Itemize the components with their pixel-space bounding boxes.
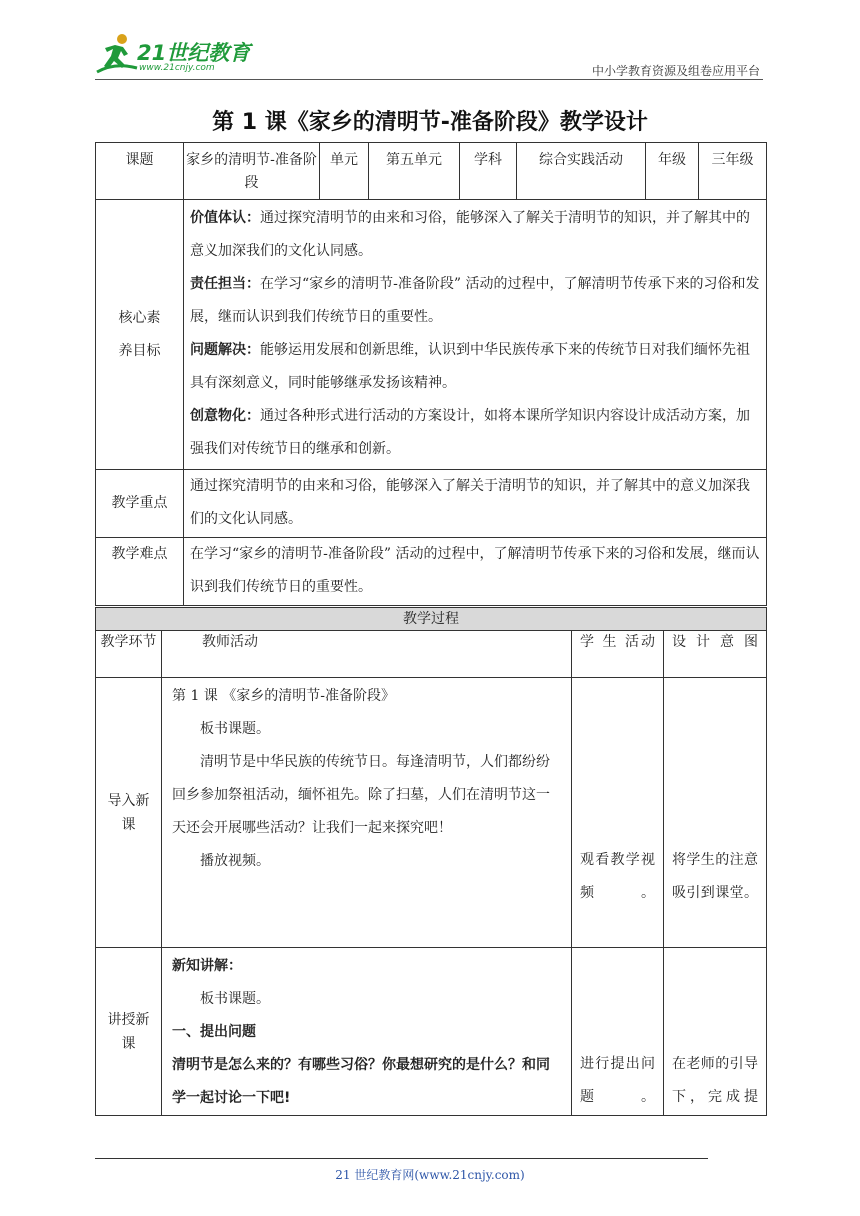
- unit-value: 第五单元: [369, 143, 460, 200]
- logo-url: www.21cnjy.com: [139, 63, 215, 73]
- page-header: [95, 30, 760, 80]
- col-intent: 设 计 意 图: [664, 631, 767, 678]
- label-difficulty: 教学难点: [96, 538, 184, 606]
- label-key-point: 教学重点: [96, 470, 184, 538]
- goal-creativity: 创意物化：通过各种形式进行活动的方案设计，如将本课所学知识内容设计成活动方案，加强我们对传统节日的继承和创新。: [190, 408, 750, 457]
- design-intent-new: 在老师的引导下，完成提: [664, 948, 767, 1116]
- grade-value: 三年级: [699, 143, 767, 200]
- footer-divider: [95, 1158, 708, 1159]
- logo: [95, 32, 265, 78]
- footer-text: 21 世纪教育网(www.21cnjy.com): [335, 1168, 525, 1182]
- section-heading: 新知讲解：: [172, 958, 242, 974]
- teaching-process-table: [95, 607, 767, 1116]
- goal-problem-solving: 问题解决：能够运用发展和创新思维，认识到中华民族传承下来的传统节日对我们缅怀先祖具有深刻意义，同时能够继承发扬该精神。: [190, 342, 750, 391]
- teacher-step: 清明节是怎么来的？有哪些习俗？你最想研究的是什么？和同学一起讨论一下吧!: [172, 1057, 550, 1106]
- col-stage: 教学环节: [96, 631, 162, 678]
- stage-new-lesson: 讲授新课: [96, 948, 162, 1116]
- teacher-step: 板书课题。: [200, 991, 270, 1007]
- goal-responsibility: 责任担当：在学习“家乡的清明节-准备阶段” 活动的过程中，了解清明节传承下来的习俗和发展，继而认识到我们传统节日的重要性。: [190, 276, 760, 325]
- lesson-heading: 第 1 课 《家乡的清明节-准备阶段》: [172, 688, 395, 704]
- label-topic: 课题: [96, 143, 184, 200]
- topic-value: 家乡的清明节-准备阶段: [184, 143, 320, 200]
- label-grade: 年级: [646, 143, 699, 200]
- label-unit: 单元: [320, 143, 369, 200]
- label-core-goals: 核心素养目标: [96, 200, 184, 470]
- design-intent-intro: 将学生的注意吸引到课堂。: [664, 678, 767, 948]
- difficulty: 在学习“家乡的清明节-准备阶段” 活动的过程中，了解清明节传承下来的习俗和发展，继而认识到我们传统节日的重要性。: [184, 538, 767, 606]
- col-teacher: 教师活动: [162, 631, 572, 678]
- header-divider: [95, 79, 763, 80]
- teacher-step: 清明节是中华民族的传统节日。每逢清明节，人们都纷纷回乡参加祭祖活动，缅怀祖先。除了扫墓，人们在清明节这一天还会开展哪些活动？让我们一起来探究吧！: [172, 754, 550, 836]
- document-title: 第 1 课《家乡的清明节-准备阶段》教学设计: [212, 110, 648, 135]
- teacher-step: 板书课题。: [200, 721, 270, 737]
- subject-value: 综合实践活动: [517, 143, 646, 200]
- lesson-info-table: [95, 142, 767, 606]
- student-activity-new: 进行提出问题。: [572, 948, 664, 1116]
- student-activity-intro: 观看教学视频。: [572, 678, 664, 948]
- teacher-activity-intro: [162, 678, 572, 948]
- runner-logo-icon: [95, 32, 139, 78]
- core-goals: [184, 200, 767, 470]
- goal-value: 价值体认：通过探究清明节的由来和习俗，能够深入了解关于清明节的知识，并了解其中的意义加深我们的文化认同感。: [190, 210, 750, 259]
- stage-intro: 导入新课: [96, 678, 162, 948]
- teacher-step: 播放视频。: [200, 853, 270, 869]
- process-heading: 教学过程: [96, 608, 767, 631]
- platform-name: 中小学教育资源及组卷应用平台: [591, 64, 760, 78]
- col-student: 学 生 活动: [572, 631, 664, 678]
- key-point: 通过探究清明节的由来和习俗，能够深入了解关于清明节的知识，并了解其中的意义加深我们的文化认同感。: [184, 470, 767, 538]
- teacher-activity-new: [162, 948, 572, 1116]
- section-heading: 一、提出问题: [172, 1024, 256, 1040]
- label-subject: 学科: [460, 143, 517, 200]
- logo-title: 21世纪教育: [137, 41, 251, 65]
